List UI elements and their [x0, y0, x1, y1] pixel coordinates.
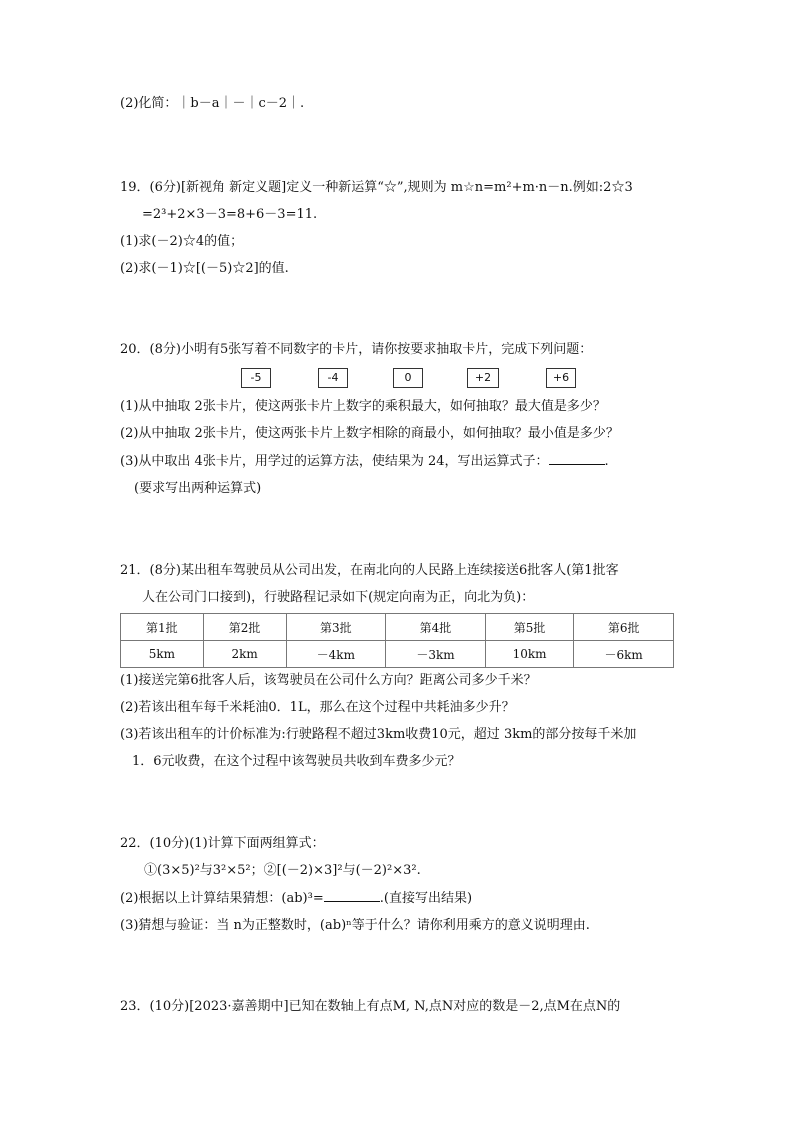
number-card: 0 [393, 368, 423, 388]
q22-stem: 22．(10分)(1)计算下面两组算式： [120, 836, 325, 851]
number-card: +6 [546, 368, 576, 388]
table-header-cell: 第6批 [574, 614, 674, 641]
q19-stem-line2: =2³+2×3－3=8+6－3=11. [142, 207, 318, 222]
q21-stem-line1: 21．(8分)某出租车驾驶员从公司出发，在南北向的人民路上连续接送6批客人(第1批客 [120, 563, 619, 578]
q23-stem: 23．(10分)[2023·嘉善期中]已知在数轴上有点M, N,点N对应的数是－2,点M在点N的 [120, 999, 621, 1014]
table-header-cell: 第5批 [485, 614, 574, 641]
q19-part1: (1)求(－2)☆4的值； [120, 234, 244, 249]
q20-card-row [0, 368, 794, 390]
table-header-cell: 第3批 [286, 614, 386, 641]
q20-part1: (1)从中抽取 2张卡片，使这两张卡片上数字的乘积最大，如何抽取？最大值是多少？ [120, 399, 606, 414]
table-row [121, 641, 674, 668]
answer-blank [549, 452, 605, 465]
trip-distance-table [120, 613, 674, 668]
q20-part3-text: (3)从中取出 4张卡片，用学过的运算方法，使结果为 24，写出运算式子： [120, 454, 549, 469]
number-card: -5 [241, 368, 271, 388]
q21-part2: (2)若该出租车每千米耗油0．1L，那么在这个过程中共耗油多少升？ [120, 700, 515, 715]
table-cell: －6km [574, 641, 674, 668]
q19-stem-line1: 19．(6分)[新视角 新定义题]定义一种新运算“☆”,规则为 m☆n=m²+m·n－n.例如:2☆3 [120, 180, 633, 195]
q22-part2 [120, 889, 472, 908]
q22-formulas: ①(3×5)²与3²×5²；②[(－2)×3]²与(－2)²×3². [144, 863, 421, 878]
q19-part2: (2)求(－1)☆[(－5)☆2]的值. [120, 261, 289, 276]
table-header-cell: 第1批 [121, 614, 204, 641]
number-card: -4 [318, 368, 348, 388]
table-header-cell: 第2批 [203, 614, 286, 641]
q20-part2: (2)从中抽取 2张卡片，使这两张卡片上数字相除的商最小，如何抽取？最小值是多少？ [120, 426, 619, 441]
number-card: +2 [467, 368, 499, 388]
q22-part2-end: .(直接写出结果) [379, 891, 473, 906]
table-cell: 2km [203, 641, 286, 668]
table-cell: －3km [386, 641, 486, 668]
q21-part3-line1: (3)若该出租车的计价标准为:行驶路程不超过3km收费10元，超过 3km的部分按每千米加 [120, 727, 637, 742]
q18-part2: (2)化简：｜b－a｜－｜c－2｜. [120, 96, 305, 111]
q20-part3-end: . [604, 454, 609, 469]
table-header-row [121, 614, 674, 641]
q21-stem-line2: 人在公司门口接到)，行驶路程记录如下(规定向南为正，向北为负)： [142, 590, 535, 605]
q20-part3-note: (要求写出两种运算式) [134, 481, 262, 496]
q21-part1: (1)接送完第6批客人后，该驾驶员在公司什么方向？距离公司多少千米？ [120, 673, 537, 688]
table-cell: 10km [485, 641, 574, 668]
q20-stem: 20．(8分)小明有5张写着不同数字的卡片，请你按要求抽取卡片，完成下列问题： [120, 342, 593, 357]
table-cell: 5km [121, 641, 204, 668]
q22-part2-text: (2)根据以上计算结果猜想：(ab)³= [120, 891, 324, 906]
q20-part3 [120, 452, 609, 471]
q22-part3: (3)猜想与验证：当 n为正整数时，(ab)ⁿ等于什么？请你利用乘方的意义说明理由. [120, 918, 590, 933]
answer-blank [324, 889, 380, 902]
q21-part3-line2: 1．6元收费，在这个过程中该驾驶员共收到车费多少元？ [132, 754, 461, 769]
table-cell: －4km [286, 641, 386, 668]
table-header-cell: 第4批 [386, 614, 486, 641]
